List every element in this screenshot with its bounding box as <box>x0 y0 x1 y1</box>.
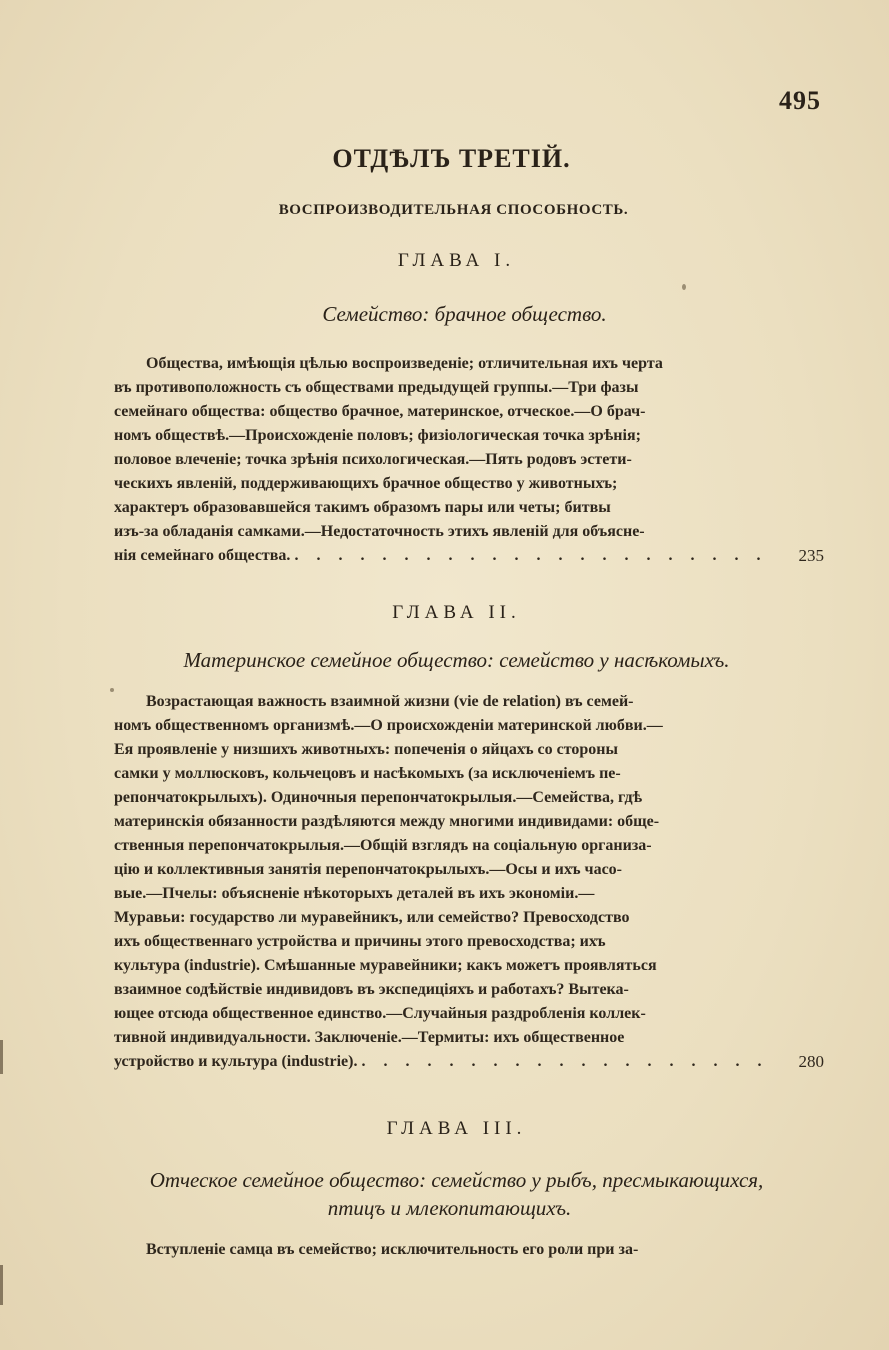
summary-line: материнскія обязанности раздѣляются между многими индивидами: обще- <box>114 813 660 830</box>
summary-line: цію и коллективныя занятія перепончатокрылыхъ.—Осы и ихъ часо- <box>114 861 622 878</box>
page-reference: 235 <box>798 546 824 565</box>
chapter-summary <box>114 352 824 568</box>
section-subtitle: ВОСПРОИЗВОДИТЕЛЬНАЯ СПОСОБНОСТЬ. <box>278 202 629 218</box>
paper-spot <box>682 284 686 290</box>
dot-leaders <box>290 544 766 568</box>
dot-leaders <box>357 1050 766 1074</box>
chapter-3 <box>0 1118 889 1140</box>
summary-line: тивной индивидуальности. Заключеніе.—Термиты: ихъ общественное <box>114 1029 625 1046</box>
summary-line: взаимное содѣйствіе индивидовъ въ экспедиціяхъ и работахъ? Вытека- <box>114 981 629 998</box>
summary-line: ихъ общественнаго устройства и причины этого превосходства; ихъ <box>114 933 606 950</box>
summary-line: семейнаго общества: общество брачное, материнское, отческое.—О брач- <box>114 403 646 420</box>
summary-line: ческихъ явленій, поддерживающихъ брачное общество у животныхъ; <box>114 475 618 492</box>
summary-line: изъ-за обладанія самками.—Недостаточность этихъ явленій для объясне- <box>114 523 645 540</box>
summary-line: ственныя перепончатокрылыя.—Общій взглядъ на соціальную организа- <box>114 837 652 854</box>
summary-line: половое влеченіе; точка зрѣнія психологическая.—Пять родовъ эстети- <box>114 451 632 468</box>
toc-entry-line <box>114 544 824 568</box>
chapter-summary <box>114 1238 766 1262</box>
summary-line: Общества, имѣющія цѣлью воспроизведеніе; отличительная ихъ черта <box>146 355 663 372</box>
page-edge-mark <box>0 1040 3 1074</box>
summary-line: ющее отсюда общественное единство.—Случайныя раздробленія коллек- <box>114 1005 646 1022</box>
chapter-1-title-block <box>0 300 889 328</box>
toc-entry-line <box>114 1050 824 1074</box>
page-reference: 280 <box>798 1052 824 1071</box>
summary-line: Ея проявленіе у низшихъ животныхъ: попеченія о яйцахъ со стороны <box>114 741 618 758</box>
chapter-3-title-block <box>0 1166 889 1222</box>
chapter-title: Материнское семейное общество: семейство у насѣкомыхъ. <box>183 648 730 672</box>
summary-line: нія семейнаго общества. <box>114 547 291 564</box>
summary-line: самки у моллюсковъ, кольчецовъ и насѣкомыхъ (за исключеніемъ пе- <box>114 765 621 782</box>
chapter-2-title-block <box>0 646 889 674</box>
page-number: 495 <box>779 86 821 115</box>
summary-line: Вступленіе самца въ семейство; исключительность его роли при за- <box>146 1241 639 1258</box>
summary-line: вые.—Пчелы: объясненіе нѣкоторыхъ деталей въ ихъ экономіи.— <box>114 885 595 902</box>
chapter-title-continued: птицъ и млекопитающихъ. <box>327 1196 572 1220</box>
summary-line: характеръ образовавшейся такимъ образомъ пары или четы; битвы <box>114 499 611 516</box>
chapter-heading: ГЛАВА III. <box>386 1118 527 1139</box>
chapter-1 <box>0 250 889 272</box>
page-edge-mark <box>0 1265 3 1305</box>
section-title: ОТДѢЛЪ ТРЕТІЙ. <box>332 144 571 173</box>
summary-line: Возрастающая важность взаимной жизни (vie de relation) въ семей- <box>146 693 634 710</box>
chapter-2 <box>0 602 889 624</box>
summary-line: культура (industrie). Смѣшанные муравейники; какъ можетъ проявляться <box>114 957 657 974</box>
summary-line: номъ общественномъ организмѣ.—О происхожденіи материнской любви.— <box>114 717 663 734</box>
summary-line: Муравьи: государство ли муравейникъ, или семейство? Превосходство <box>114 909 630 926</box>
summary-line: репончатокрылыхъ). Одиночныя перепончатокрылыя.—Семейства, гдѣ <box>114 789 643 806</box>
chapter-heading: ГЛАВА I. <box>397 250 516 271</box>
chapter-title: Отческое семейное общество: семейство у рыбъ, пресмыкающихся, <box>149 1168 764 1192</box>
chapter-summary <box>114 690 824 1074</box>
summary-line: номъ обществѣ.—Происхожденіе половъ; физіологическая точка зрѣнія; <box>114 427 641 444</box>
summary-line: въ противоположность съ обществами предыдущей группы.—Три фазы <box>114 379 639 396</box>
summary-line: устройство и культура (industrie). <box>114 1053 358 1070</box>
chapter-title: Семейство: брачное общество. <box>322 302 607 326</box>
chapter-heading: ГЛАВА II. <box>392 602 521 623</box>
